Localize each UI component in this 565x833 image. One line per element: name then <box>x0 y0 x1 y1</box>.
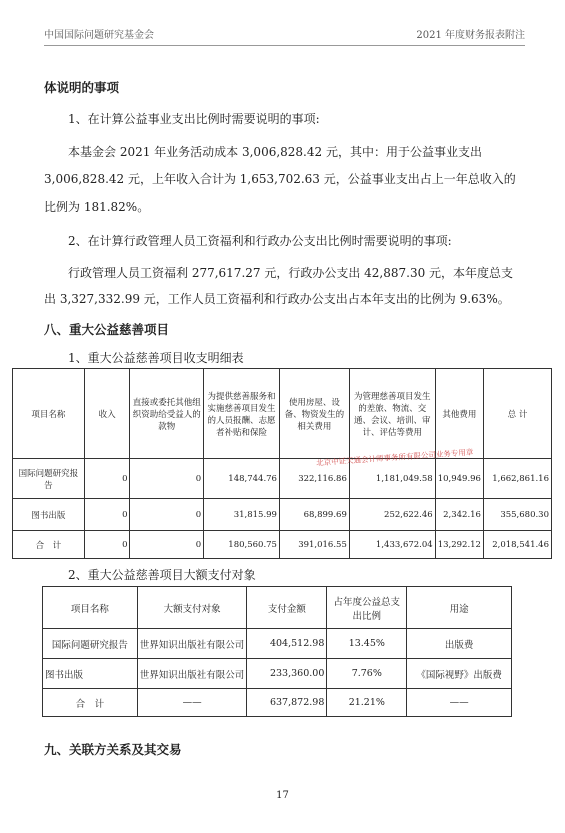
table-cell: 国际问题研究报告 <box>43 629 138 659</box>
section-8-title: 八、重大公益慈善项目 <box>44 322 170 337</box>
table-cell: 21.21% <box>327 689 407 717</box>
item2-line-1: 行政管理人员工资福利 277,617.27 元，行政办公支出 42,887.30 元，本年度总支 <box>68 266 514 280</box>
table-cell: 637,872.98 <box>247 689 327 717</box>
column-header: 其他费用 <box>435 369 483 459</box>
table-cell: 355,680.30 <box>483 499 551 531</box>
table-cell: —— <box>137 689 247 717</box>
major-payment-recipients-table <box>42 586 512 717</box>
item1-line-2: 3,006,828.42 元，上年收入合计为 1,653,702.63 元，公益事业支出占上一年总收入的 <box>44 172 516 186</box>
table-cell: 1,433,672.04 <box>349 531 435 559</box>
table-cell: 图书出版 <box>13 499 85 531</box>
table-cell: 404,512.98 <box>247 629 327 659</box>
column-header: 用途 <box>407 587 512 629</box>
table1-title: 1、重大公益慈善项目收支明细表 <box>68 351 244 365</box>
table-cell: 世界知识出版社有限公司 <box>137 629 247 659</box>
table-cell: 180,560.75 <box>204 531 280 559</box>
table-cell: —— <box>407 689 512 717</box>
table2-title: 2、重大公益慈善项目大额支付对象 <box>68 568 256 582</box>
table-cell: 391,016.55 <box>279 531 349 559</box>
table-header-row <box>13 369 552 459</box>
table-cell: 0 <box>130 459 204 499</box>
section-intro: 体说明的事项 <box>44 80 120 95</box>
column-header: 收入 <box>84 369 130 459</box>
table-cell: 0 <box>130 499 204 531</box>
table-cell: 合 计 <box>43 689 138 717</box>
table-cell: 2,342.16 <box>435 499 483 531</box>
auditor-stamp: 北京中证天通会计师事务所有限公司业务专用章 <box>315 447 474 468</box>
table-cell: 13,292.12 <box>435 531 483 559</box>
table-cell: 1,181,049.58 <box>349 459 435 499</box>
table-cell: 《国际视野》出版费 <box>407 659 512 689</box>
table-cell: 68,899.69 <box>279 499 349 531</box>
table-cell: 7.76% <box>327 659 407 689</box>
page-header <box>44 26 525 46</box>
table-total-row <box>13 531 552 559</box>
table-cell: 1,662,861.16 <box>483 459 551 499</box>
table-cell: 233,360.00 <box>247 659 327 689</box>
column-header: 为提供慈善服务和实施慈善项目发生的人员报酬、志愿者补贴和保险 <box>204 369 280 459</box>
table-cell: 322,116.86 <box>279 459 349 499</box>
table-cell: 国际问题研究报告 <box>13 459 85 499</box>
column-header: 项目名称 <box>13 369 85 459</box>
table-cell: 0 <box>84 459 130 499</box>
table-cell: 0 <box>130 531 204 559</box>
column-header: 为管理慈善项目发生的差旅、物流、交通、会议、培训、审计、评估等费用 <box>349 369 435 459</box>
item1-heading: 1、在计算公益事业支出比例时需要说明的事项: <box>68 112 320 126</box>
table-cell: 31,815.99 <box>204 499 280 531</box>
item1-line-1: 本基金会 2021 年业务活动成本 3,006,828.42 元，其中：用于公益事业支出 <box>68 145 482 159</box>
table-cell: 13.45% <box>327 629 407 659</box>
header-org: 中国国际问题研究基金会 <box>44 30 154 41</box>
item2-heading: 2、在计算行政管理人员工资福利和行政办公支出比例时需要说明的事项: <box>68 234 452 248</box>
page-number: 17 <box>276 790 289 801</box>
table-cell: 图书出版 <box>43 659 138 689</box>
column-header: 总 计 <box>483 369 551 459</box>
table-cell: 10,949.96 <box>435 459 483 499</box>
table-row <box>13 459 552 499</box>
column-header: 直接或委托其他组织资助给受益人的款物 <box>130 369 204 459</box>
table-cell: 148,744.76 <box>204 459 280 499</box>
table-cell: 合 计 <box>13 531 85 559</box>
header-doc-title: 2021 年度财务报表附注 <box>416 30 525 41</box>
table-cell: 出版费 <box>407 629 512 659</box>
column-header: 支付金额 <box>247 587 327 629</box>
table-row <box>43 629 512 659</box>
table-row <box>13 499 552 531</box>
table-cell: 0 <box>84 531 130 559</box>
table-cell: 0 <box>84 499 130 531</box>
item1-line-3: 比例为 181.82%。 <box>44 200 150 214</box>
column-header: 使用房屋、设备、物资发生的相关费用 <box>279 369 349 459</box>
major-projects-income-expense-table <box>12 368 552 559</box>
column-header: 占年度公益总支出比例 <box>327 587 407 629</box>
table-cell: 世界知识出版社有限公司 <box>137 659 247 689</box>
table-cell: 2,018,541.46 <box>483 531 551 559</box>
section-9-title: 九、关联方关系及其交易 <box>44 742 182 757</box>
column-header: 项目名称 <box>43 587 138 629</box>
table-cell: 252,622.46 <box>349 499 435 531</box>
column-header: 大额支付对象 <box>137 587 247 629</box>
item2-line-2: 出 3,327,332.99 元，工作人员工资福利和行政办公支出占本年支出的比例为 9.63%。 <box>44 292 510 306</box>
table-total-row <box>43 689 512 717</box>
table-header-row <box>43 587 512 629</box>
table-row <box>43 659 512 689</box>
